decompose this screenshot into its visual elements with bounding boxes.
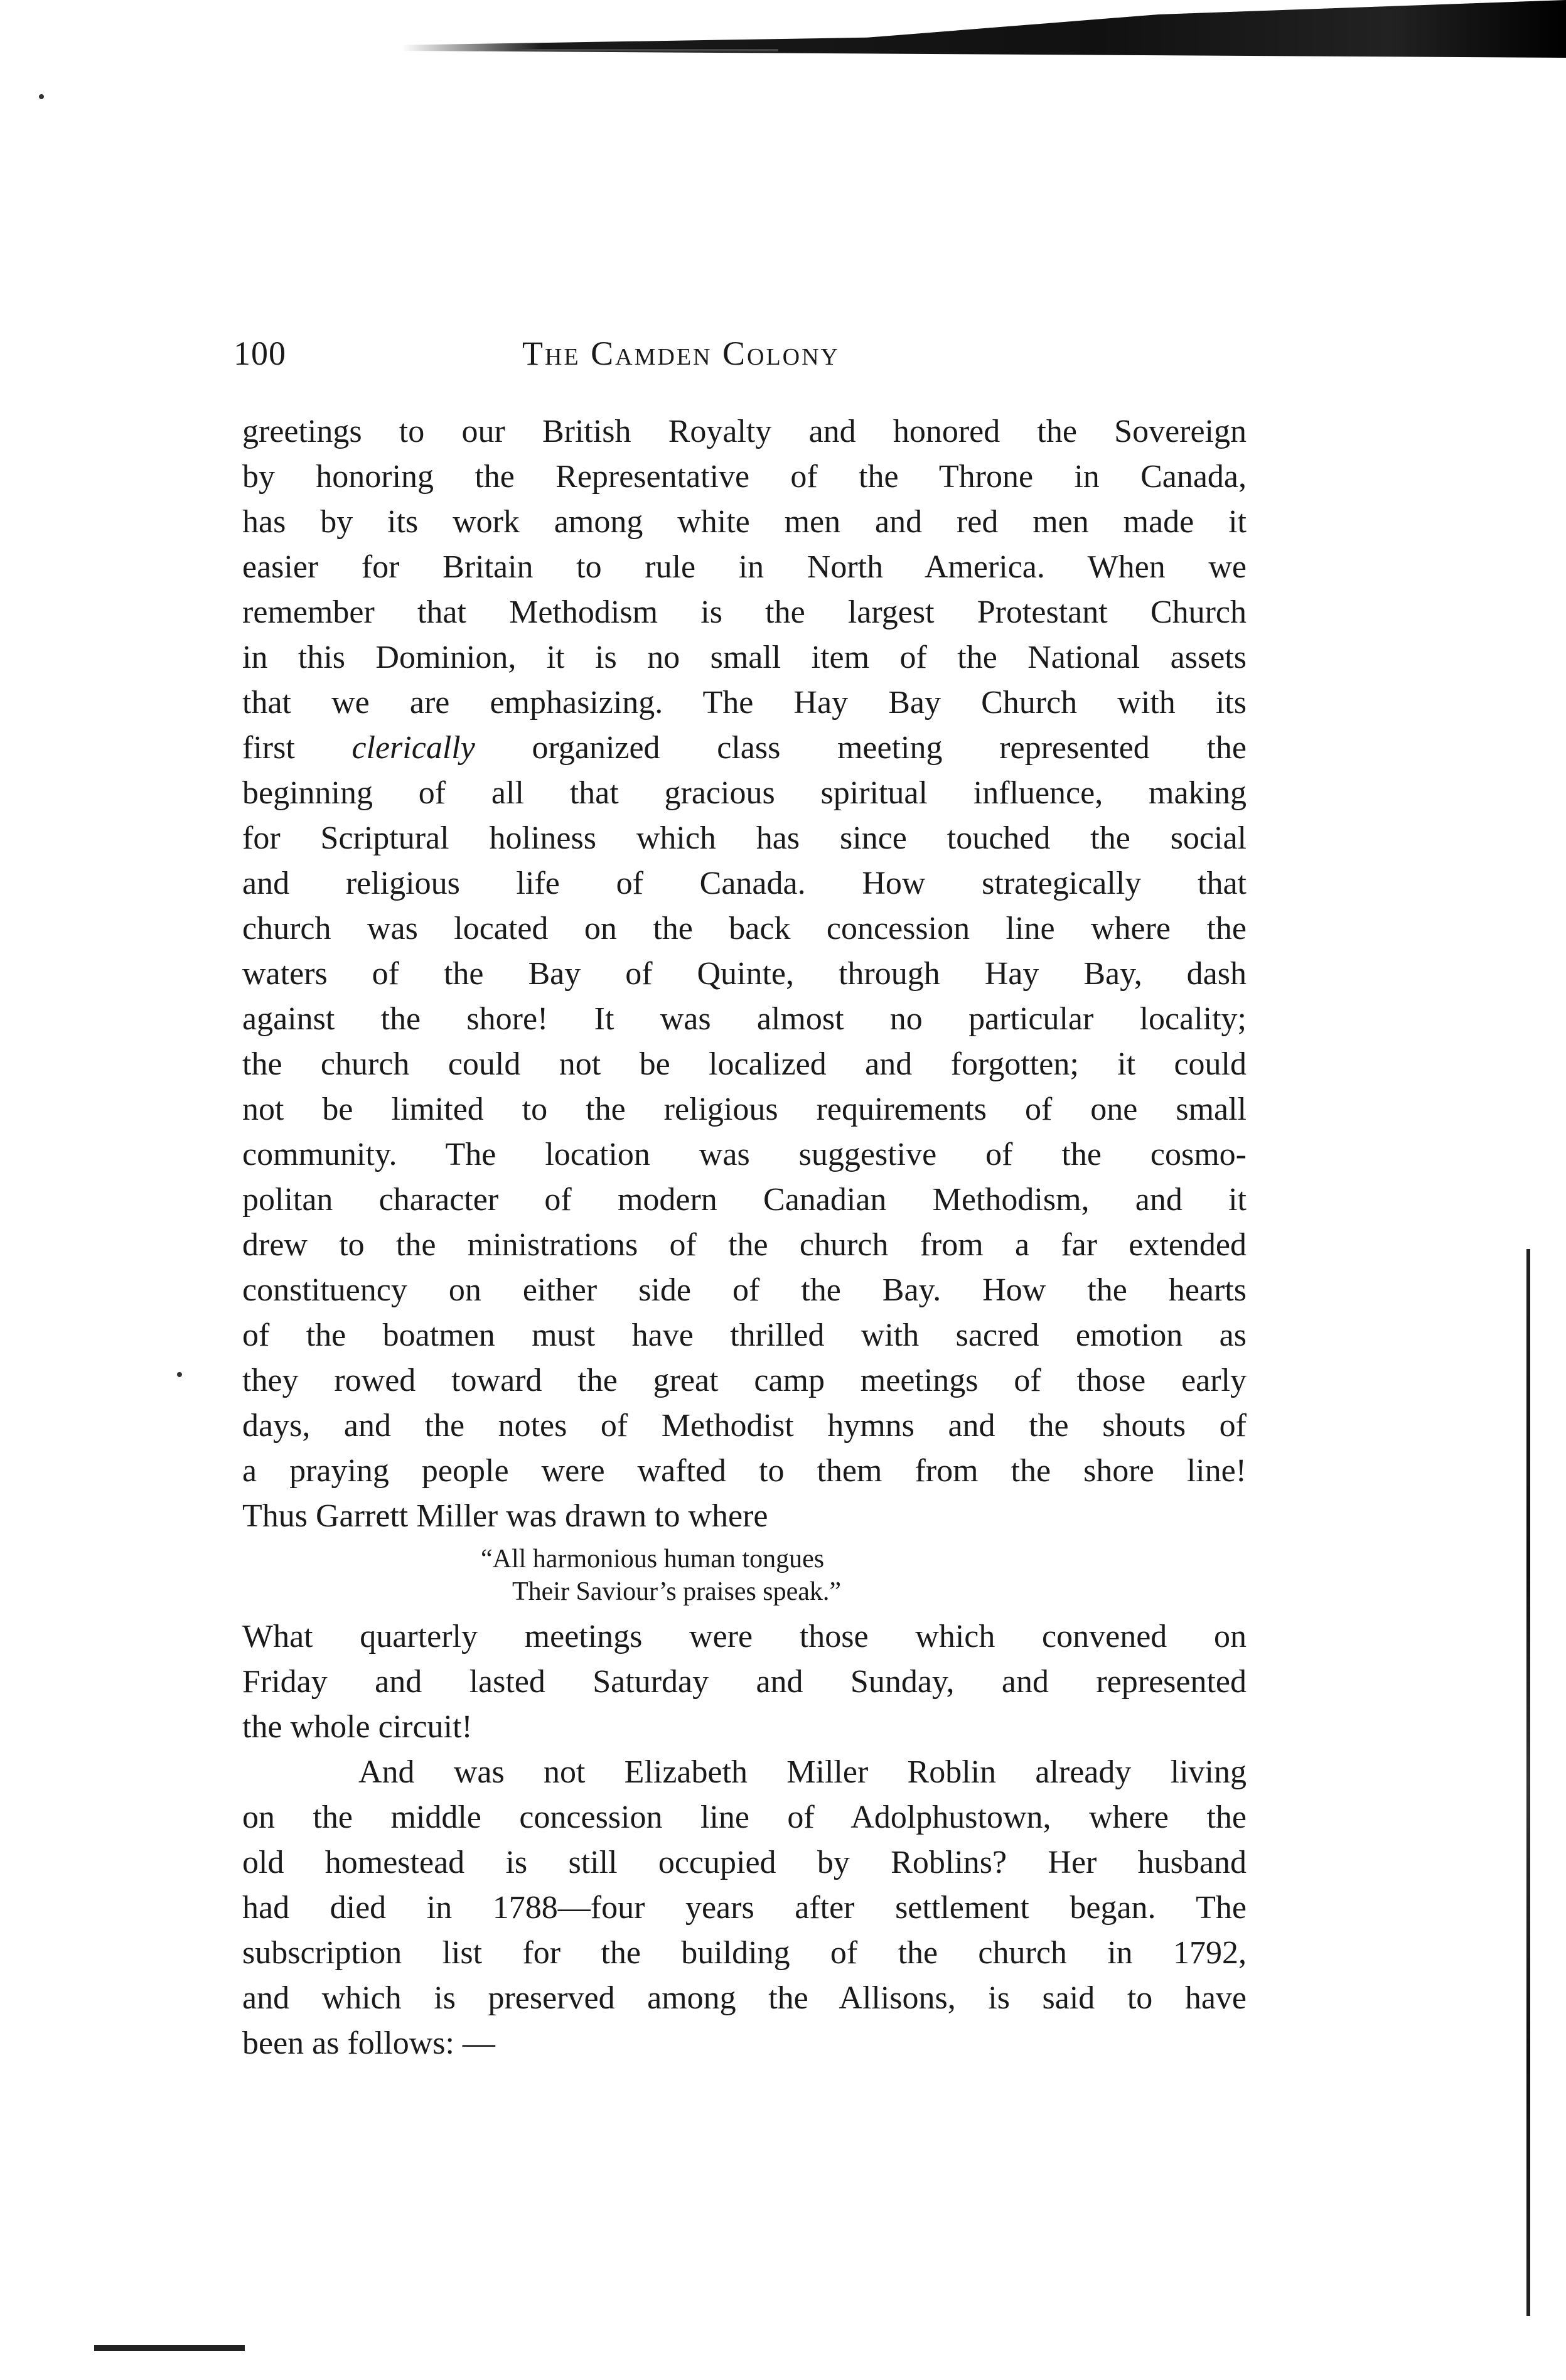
text-line: waters of the Bay of Quinte, through Hay Bay, dash: [242, 956, 1247, 992]
text-line: of the boatmen must have thrilled with sacred emotion as: [242, 1317, 1247, 1353]
text-line: remember that Methodism is the largest Protestant Church: [242, 594, 1247, 630]
text-line: that we are emphasizing. The Hay Bay Church with its: [242, 685, 1247, 721]
scan-speck: [177, 1372, 182, 1377]
text-line: and which is preserved among the Allisons, is said to have: [242, 1980, 1247, 2016]
text-line: [242, 726, 1247, 771]
text-line: Thus Garrett Miller was drawn to where: [242, 1498, 768, 1534]
text-line: for Scriptural holiness which has since touched the social: [242, 820, 1247, 856]
text-line: Friday and lasted Saturday and Sunday, and represented: [242, 1664, 1247, 1700]
body-text: [242, 409, 1247, 2066]
text-line: by honoring the Representative of the Throne in Canada,: [242, 459, 1247, 495]
text-line: easier for Britain to rule in North America. When we: [242, 549, 1247, 585]
text-line: and religious life of Canada. How strategically that: [242, 866, 1247, 901]
text-line: beginning of all that gracious spiritual influence, making: [242, 775, 1247, 811]
emphasis-clerically: clerically: [351, 730, 475, 766]
text-line: the whole circuit!: [242, 1709, 473, 1745]
page-header: [233, 334, 1250, 378]
text-line: against the shore! It was almost no particular locality;: [242, 1001, 1247, 1037]
scan-speck: [39, 94, 44, 99]
text-line: community. The location was suggestive of the cosmo-: [242, 1137, 1247, 1172]
scan-artifact-line: [515, 49, 778, 51]
text-line: politan character of modern Canadian Methodism, and it: [242, 1182, 1247, 1218]
text-line: they rowed toward the great camp meetings of those early: [242, 1363, 1247, 1398]
text-line: And was not Elizabeth Miller Roblin already living: [358, 1754, 1247, 1790]
text-line: What quarterly meetings were those which convened on: [242, 1619, 1247, 1654]
running-title: The Camden Colony: [522, 335, 840, 372]
text-line: church was located on the back concession line where the: [242, 911, 1247, 946]
text-line: has by its work among white men and red men made it: [242, 504, 1247, 540]
scan-artifact-right-edge: [1526, 1249, 1530, 2316]
text-line: days, and the notes of Methodist hymns and the shouts of: [242, 1408, 1247, 1444]
text-line: greetings to our British Royalty and honored the Sovereign: [242, 414, 1247, 449]
hymn-quote-line: “All harmonious human tongues: [481, 1545, 825, 1573]
scan-artifact-bottom: [94, 2345, 245, 2351]
text-line: a praying people were wafted to them from the shore line!: [242, 1453, 1247, 1489]
text-line: not be limited to the religious requirements of one small: [242, 1091, 1247, 1127]
text-fragment: first: [242, 730, 352, 766]
text-line: in this Dominion, it is no small item of the National assets: [242, 640, 1247, 675]
text-line: on the middle concession line of Adolphustown, where the: [242, 1799, 1247, 1835]
text-fragment: organized class meeting represented the: [475, 730, 1247, 766]
page-number: 100: [233, 335, 286, 372]
text-line: had died in 1788—four years after settlement began. The: [242, 1890, 1247, 1926]
text-line: drew to the ministrations of the church from a far extended: [242, 1227, 1247, 1263]
text-line: been as follows: —: [242, 2025, 495, 2061]
text-line: old homestead is still occupied by Roblins? Her husband: [242, 1845, 1247, 1880]
text-line: constituency on either side of the Bay. How the hearts: [242, 1272, 1247, 1308]
text-line: subscription list for the building of the church in 1792,: [242, 1935, 1247, 1971]
text-line: the church could not be localized and forgotten; it could: [242, 1046, 1247, 1082]
hymn-quote-line: Their Saviour’s praises speak.”: [512, 1577, 842, 1606]
